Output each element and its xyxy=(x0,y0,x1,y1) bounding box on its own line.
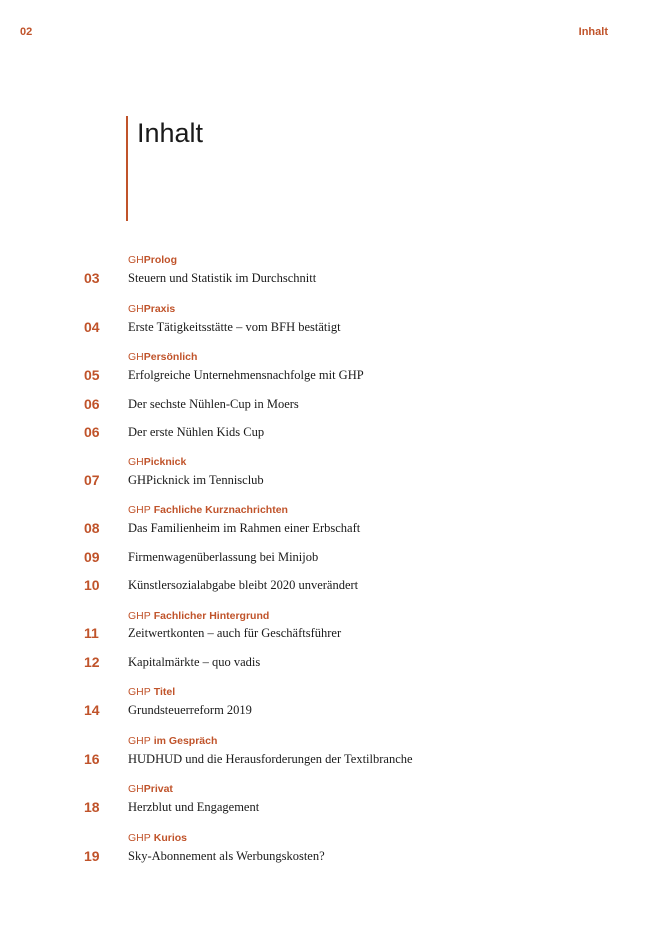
section-name: Persönlich xyxy=(143,351,198,363)
entry-title[interactable]: Zeitwertkonten – auch für Geschäftsführer xyxy=(128,626,342,640)
section-label xyxy=(128,456,186,468)
section-name: Prolog xyxy=(143,254,177,266)
section-prefix: GH xyxy=(128,456,144,468)
entry-title[interactable]: Grundsteuerreform 2019 xyxy=(128,703,252,717)
entry-page-number: 06 xyxy=(84,424,100,440)
section-label xyxy=(128,686,175,698)
section-prefix: GHP xyxy=(128,610,151,622)
entry-title[interactable]: Das Familienheim im Rahmen einer Erbschaft xyxy=(128,521,361,535)
entry-page-number: 05 xyxy=(84,367,100,383)
section-name: im Gespräch xyxy=(153,735,218,747)
entry-title[interactable]: Kapitalmärkte – quo vadis xyxy=(128,655,261,669)
section-label xyxy=(128,783,173,795)
entry-title[interactable]: Der sechste Nühlen-Cup in Moers xyxy=(128,397,299,411)
entry-page-number: 16 xyxy=(84,751,100,767)
section-prefix: GHP xyxy=(128,504,151,516)
entry-page-number: 08 xyxy=(84,520,100,536)
section-name: Praxis xyxy=(143,303,176,315)
entry-title[interactable]: GHPicknick im Tennisclub xyxy=(128,473,264,487)
entry-title[interactable]: Der erste Nühlen Kids Cup xyxy=(128,425,265,439)
section-prefix: GHP xyxy=(128,832,151,844)
entry-page-number: 03 xyxy=(84,270,100,286)
entry-page-number: 18 xyxy=(84,799,100,815)
page-title: Inhalt xyxy=(137,118,204,148)
entry-title[interactable]: Herzblut und Engagement xyxy=(128,800,260,814)
entry-page-number: 11 xyxy=(84,625,99,641)
section-label xyxy=(128,303,175,315)
section-label xyxy=(128,832,187,844)
section-label xyxy=(128,610,269,622)
section-prefix: GHP xyxy=(128,686,151,698)
entry-title[interactable]: Künstlersozialabgabe bleibt 2020 unverändert xyxy=(128,578,359,592)
section-prefix: GH xyxy=(128,351,144,363)
page-number: 02 xyxy=(20,26,33,38)
title-rule xyxy=(126,116,128,221)
entry-title[interactable]: Steuern und Statistik im Durchschnitt xyxy=(128,271,317,285)
running-head: Inhalt xyxy=(578,26,608,38)
section-name: Titel xyxy=(153,686,176,698)
section-label xyxy=(128,735,217,747)
entry-page-number: 19 xyxy=(84,848,100,864)
entry-page-number: 09 xyxy=(84,549,100,565)
section-name: Privat xyxy=(143,783,173,795)
section-label xyxy=(128,351,197,363)
entry-page-number: 06 xyxy=(84,396,100,412)
entry-page-number: 07 xyxy=(84,472,100,488)
entry-title[interactable]: Erfolgreiche Unternehmensnachfolge mit GHP xyxy=(128,368,364,382)
section-label xyxy=(128,504,288,516)
section-prefix: GH xyxy=(128,783,144,795)
section-name: Fachlicher Hintergrund xyxy=(153,610,270,622)
section-prefix: GHP xyxy=(128,735,151,747)
section-label xyxy=(128,254,177,266)
entry-title[interactable]: HUDHUD und die Herausforderungen der Textilbranche xyxy=(128,752,413,766)
section-prefix: GH xyxy=(128,254,144,266)
section-name: Picknick xyxy=(143,456,187,468)
entry-title[interactable]: Firmenwagenüberlassung bei Minijob xyxy=(128,550,319,564)
entry-page-number: 04 xyxy=(84,319,100,335)
entry-title[interactable]: Sky-Abonnement als Werbungskosten? xyxy=(128,849,325,863)
section-name: Fachliche Kurznachrichten xyxy=(153,504,288,516)
section-prefix: GH xyxy=(128,303,144,315)
entry-page-number: 14 xyxy=(84,702,100,718)
entry-page-number: 12 xyxy=(84,654,100,670)
section-name: Kurios xyxy=(153,832,188,844)
entry-page-number: 10 xyxy=(84,577,100,593)
entry-title[interactable]: Erste Tätigkeitsstätte – vom BFH bestätigt xyxy=(128,320,341,334)
